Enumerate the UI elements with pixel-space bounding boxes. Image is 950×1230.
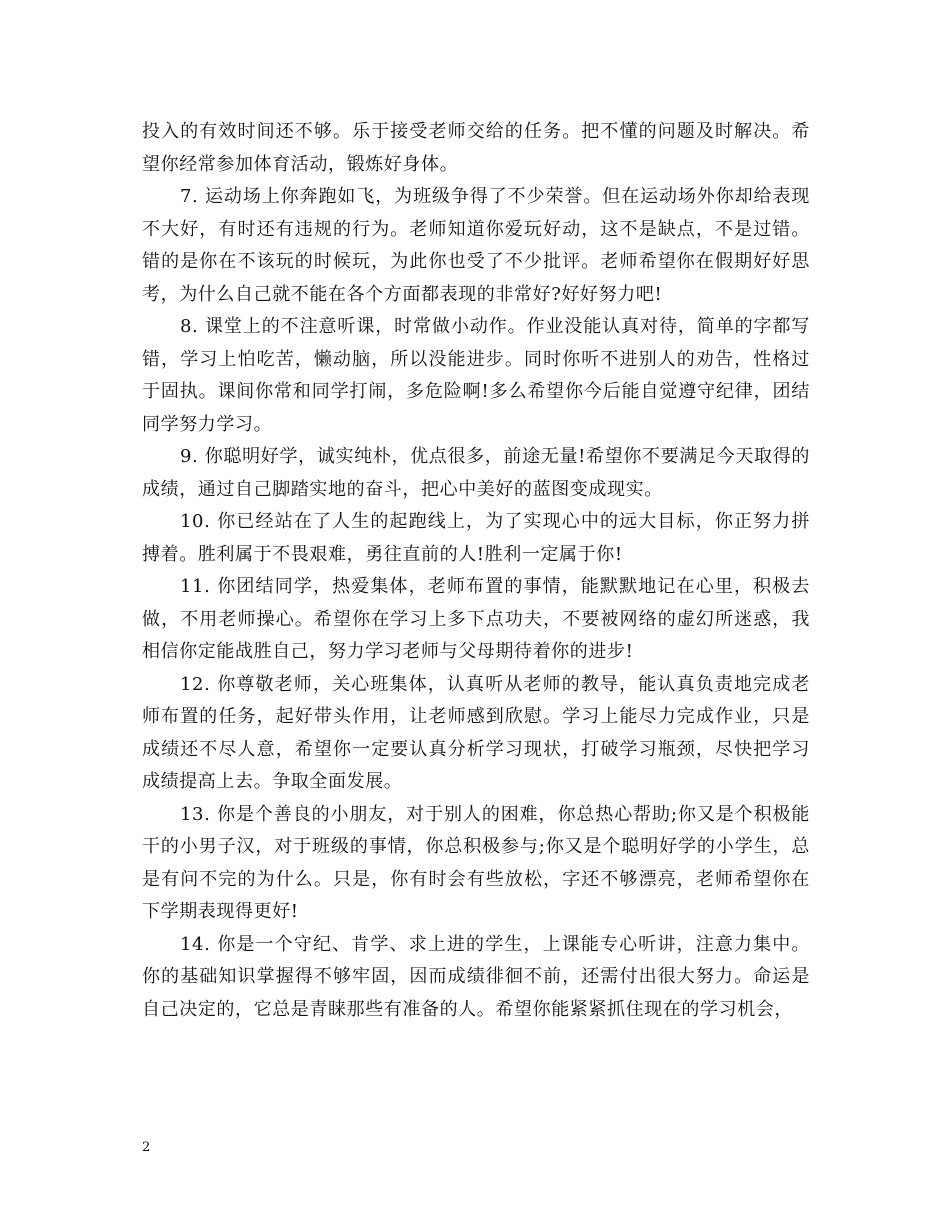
paragraph-item-13: 13. 你是个善良的小朋友，对于别人的困难，你总热心帮助;你又是个积极能干的小男子汉，对于班级的事情，你总积极参与;你又是个聪明好学的小学生，总是有问不完的为什么。只是，你有时会有些放松，字还不够漂亮，老师希望你在下学期表现得更好!: [142, 803, 810, 922]
paragraph-item-7: 7. 运动场上你奔跑如飞，为班级争得了不少荣誉。但在运动场外你却给表现不大好，有时还有违规的行为。老师知道你爱玩好动，这不是缺点，不是过错。错的是你在不该玩的时候玩，为此你也受了不少批评。老师希望你在假期好好思考，为什么自己就不能在各个方面都表现的非常好?好好努力吧!: [142, 186, 810, 305]
paragraph-item-14: 14. 你是一个守纪、肯学、求上进的学生，上课能专心听讲，注意力集中。你的基础知识掌握得不够牢固，因而成绩徘徊不前，还需付出很大努力。命运是自己决定的，它总是青睐那些有准备的人。希望你能紧紧抓住现在的学习机会，: [142, 933, 810, 1020]
paragraph-continuation: 投入的有效时间还不够。乐于接受老师交给的任务。把不懂的问题及时解决。希望你经常参加体育活动，锻炼好身体。: [142, 121, 810, 175]
paragraph-item-10: 10. 你已经站在了人生的起跑线上，为了实现心中的远大目标，你正努力拼搏着。胜利属于不畏艰难，勇往直前的人!胜利一定属于你!: [142, 511, 810, 565]
paragraph-item-8: 8. 课堂上的不注意听课，时常做小动作。作业没能认真对待，简单的字都写错，学习上怕吃苦，懒动脑，所以没能进步。同时你听不进别人的劝告，性格过于固执。课间你常和同学打闹，多危险啊!多么希望你今后能自觉遵守纪律，团结同学努力学习。: [142, 316, 810, 435]
paragraph-item-9: 9. 你聪明好学，诚实纯朴，优点很多，前途无量!希望你不要满足今天取得的成绩，通过自己脚踏实地的奋斗，把心中美好的蓝图变成现实。: [142, 446, 810, 500]
document-body: [142, 116, 810, 1026]
paragraph-item-11: 11. 你团结同学，热爱集体，老师布置的事情，能默默地记在心里，积极去做，不用老师操心。希望你在学习上多下点功夫，不要被网络的虚幻所迷惑，我相信你定能战胜自己，努力学习老师与父母期待着你的进步!: [142, 576, 810, 662]
page-number: 2: [142, 1140, 151, 1155]
paragraph-item-12: 12. 你尊敬老师，关心班集体，认真听从老师的教导，能认真负责地完成老师布置的任务，起好带头作用，让老师感到欣慰。学习上能尽力完成作业，只是成绩还不尽人意，希望你一定要认真分析学习现状，打破学习瓶颈，尽快把学习成绩提高上去。争取全面发展。: [142, 673, 810, 792]
